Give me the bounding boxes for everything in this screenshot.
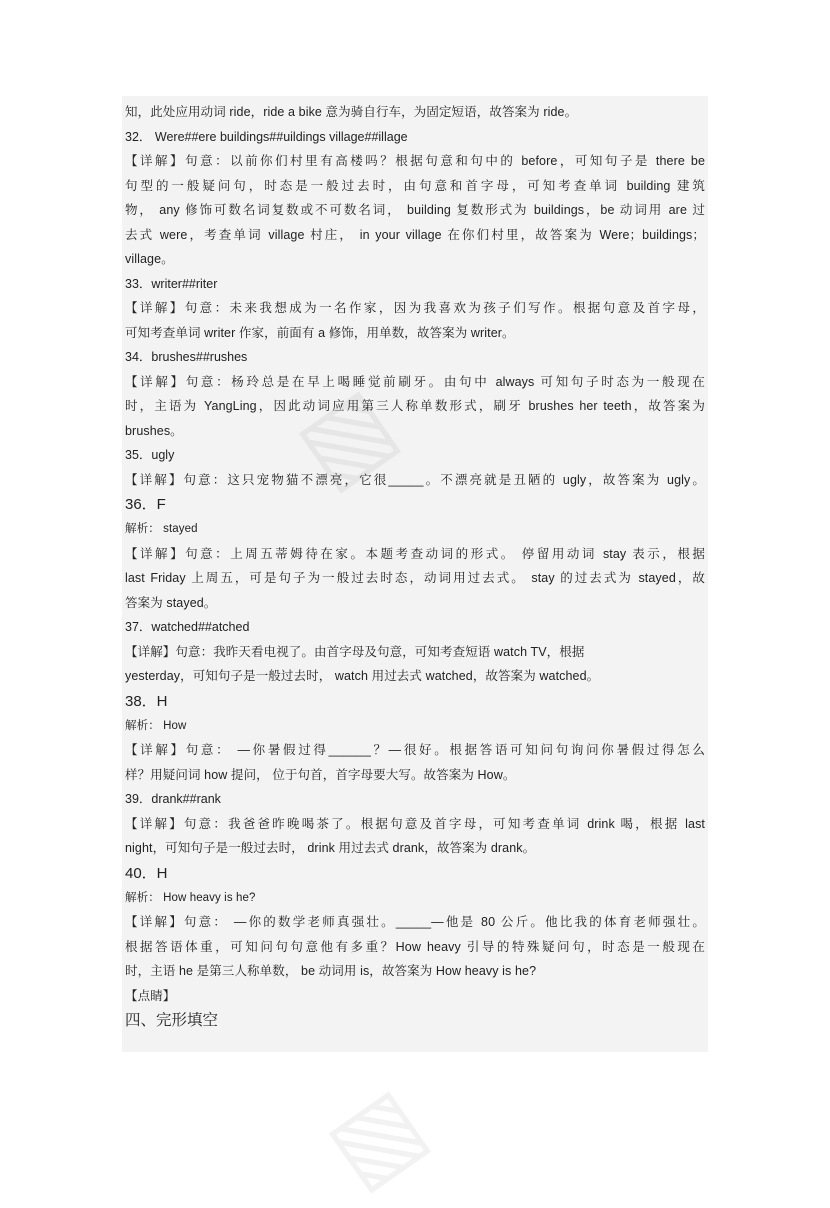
note-label: 【点睛】 — [125, 988, 176, 1003]
text-line: night，可知句子是一般过去时， drink 用过去式 drank，故答案为 drank。 — [125, 841, 536, 855]
question-35-answer: 35．ugly — [125, 448, 175, 462]
text-line: 时，主语为 YangLing，因此动词应用第三人称单数形式，刷牙 brushes her teeth，故答案为 — [125, 399, 705, 413]
text-line: 去式 were，考查单词 village 村庄， in your village 在你们村里，故答案为 Were；buildings； — [125, 227, 705, 242]
text-line: 【详解】句意： —你的数学老师真强壮。_____—他是 80 公斤。他比我的体育老师强壮。 — [125, 915, 705, 929]
text-line: 答案为 stayed。 — [125, 595, 217, 610]
question-40-answer: 40．H — [125, 864, 168, 882]
text-line: 样？用疑问词 how 提问， 位于句首，首字母要大写。故答案为 How。 — [125, 767, 516, 782]
watermark: ▧ — [306, 1064, 445, 1208]
text-line: yesterday，可知句子是一般过去时， watch 用过去式 watched，故答案为 watched。 — [125, 669, 600, 683]
question-32-answer: 32． Were##ere buildings##uildings village##illage — [125, 129, 408, 144]
question-36-answer: 36．F — [125, 496, 166, 513]
analysis-line: 解析： How — [125, 719, 187, 732]
text-line: last Friday 上周五，可是句子为一般过去时态，动词用过去式。 stay 的过去式为 stayed，故 — [125, 571, 705, 585]
text-line: 时，主语 he 是第三人称单数， be 动词用 is，故答案为 How heavy is he? — [125, 964, 537, 978]
question-39-answer: 39．drank##rank — [125, 792, 221, 806]
text-line: 【详解】句意：杨玲总是在早上喝睡觉前刷牙。由句中 always 可知句子时态为一般现在 — [125, 374, 705, 389]
question-33-answer: 33．writer##riter — [125, 276, 218, 291]
text-line: 【详解】句意： —你暑假过得______？—很好。根据答语可知问句询问你暑假过得怎么 — [125, 743, 705, 757]
text-line: 【详解】句意：以前你们村里有高楼吗？根据句意和句中的 before，可知句子是 there be — [125, 154, 705, 168]
text-line: 【详解】句意：我昨天看电视了。由首字母及句意，可知考查短语 watch TV，根据 — [125, 644, 585, 659]
section-heading: 四、完形填空 — [125, 1012, 219, 1029]
text-line: 【详解】句意：这只宠物猫不漂亮，它很_____。不漂亮就是丑陋的 ugly，故答案为 ugly。 — [125, 472, 705, 487]
text-line: village。 — [125, 252, 174, 266]
text-line: 【详解】句意：未来我想成为一名作家，因为我喜欢为孩子们写作。根据句意及首字母， — [125, 301, 705, 315]
text-line: 物， any 修饰可数名词复数或不可数名词， building 复数形式为 buildings，be 动词用 are 过 — [125, 203, 705, 217]
text-line: 句型的一般疑问句，时态是一般过去时，由句意和首字母，可知考查单词 building 建筑 — [125, 178, 705, 193]
text-line: 可知考查单词 writer 作家，前面有 a 修饰，用单数，故答案为 writer。 — [125, 325, 515, 340]
text-line: 知，此处应用动词 ride，ride a bike 意为骑自行车，为固定短语，故答案为 ride。 — [125, 105, 578, 119]
text-line: 【详解】句意：上周五蒂姆待在家。本题考查动词的形式。 停留用动词 stay 表示，根据 — [125, 546, 705, 561]
question-37-answer: 37．watched##atched — [125, 620, 250, 634]
document-body — [125, 100, 705, 1034]
text-line: 【详解】句意：我爸爸昨晚喝茶了。根据句意及首字母，可知考查单词 drink 喝，根据 last — [125, 816, 705, 831]
text-line: 根据答语体重，可知问句句意他有多重？How heavy 引导的特殊疑问句，时态是一般现在 — [125, 939, 705, 954]
question-34-answer: 34．brushes##rushes — [125, 350, 248, 364]
text-line: brushes。 — [125, 423, 183, 438]
analysis-line: 解析： stayed — [125, 523, 198, 535]
question-38-answer: 38．H — [125, 692, 168, 710]
analysis-line: 解析： How heavy is he? — [125, 891, 256, 904]
